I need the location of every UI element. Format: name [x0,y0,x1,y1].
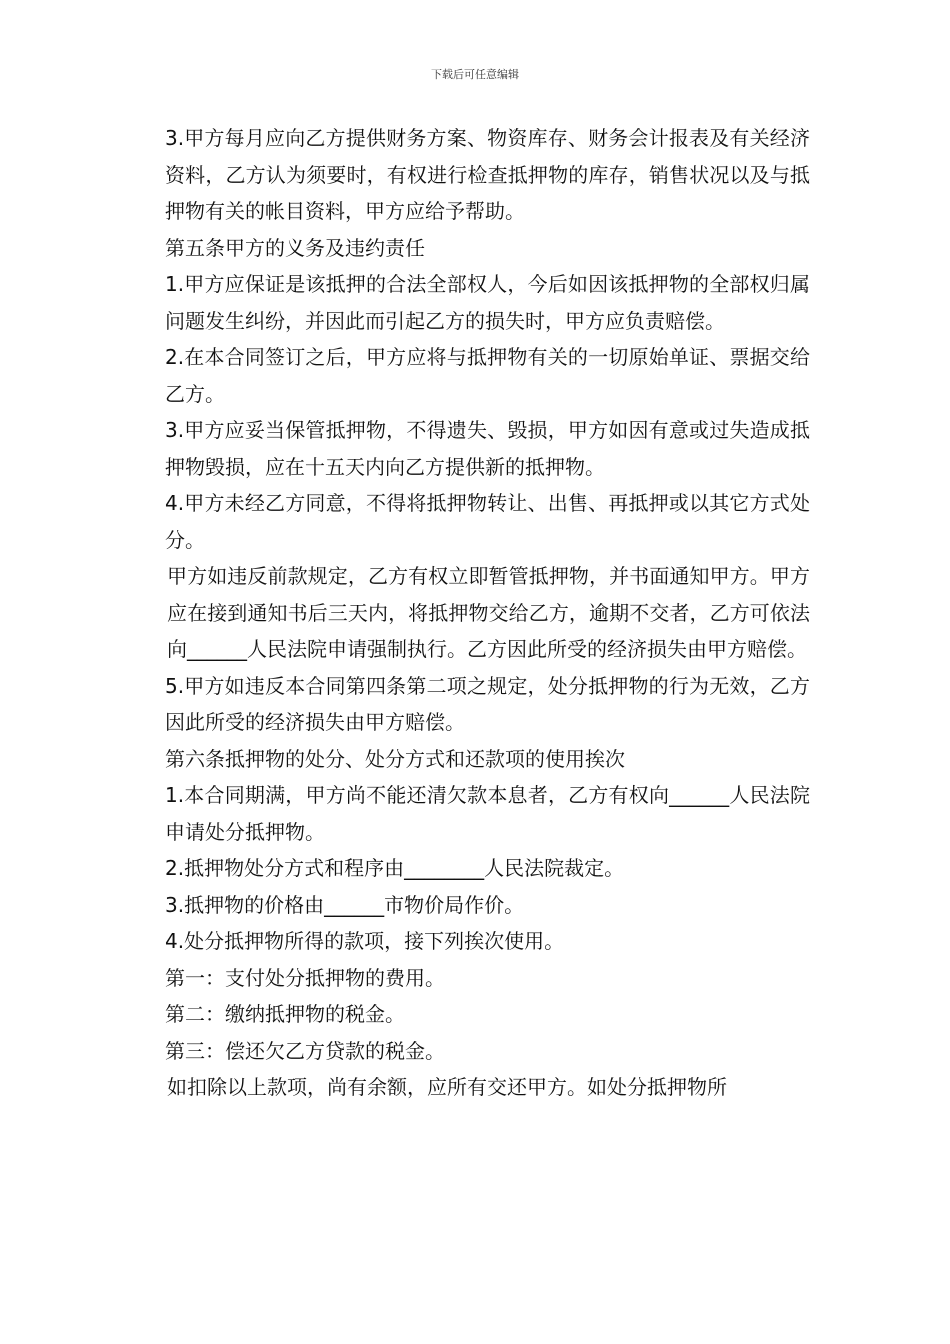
paragraph: 3.抵押物的价格由______市物价局作价。 [165,892,525,917]
paragraph: 5.甲方如违反本合同第四条第二项之规定，处分抵押物的行为无效，乙方因此所受的经济损失由甲方赔偿。 [165,673,810,734]
paragraph: 4.处分抵押物所得的款项，接下列挨次使用。 [165,929,565,953]
paragraph: 甲方如违反前款规定，乙方有权立即暂管抵押物，并书面通知甲方。甲方应在接到通知书后三天内，将抵押物交给乙方，逾期不交者，乙方可依法向______人民法院申请强制执行。乙方因此所受的经济损失由甲方赔偿。 [167,564,810,661]
paragraph: 2.抵押物处分方式和程序由________人民法院裁定。 [165,856,625,880]
paragraph: 第一：支付处分抵押物的费用。 [165,965,445,990]
paragraph: 3.甲方每月应向乙方提供财务方案、物资库存、财务会计报表及有关经济资料，乙方认为须要时，有权进行检查抵押物的库存，销售状况以及与抵押物有关的帐目资料，甲方应给予帮助。 [165,126,810,223]
section-heading: 第六条抵押物的处分、处分方式和还款项的使用挨次 [165,746,625,771]
header-note: 下载后可任意编辑 [431,68,519,81]
paragraph: 2.在本合同签订之后，甲方应将与抵押物有关的一切原始单证、票据交给乙方。 [165,345,810,406]
paragraph: 1.本合同期满，甲方尚不能还清欠款本息者，乙方有权向______人民法院申请处分抵押物。 [165,783,810,844]
section-heading: 第五条甲方的义务及违约责任 [165,235,425,260]
paragraph: 第二：缴纳抵押物的税金。 [165,1002,405,1026]
document-body [145,120,810,1106]
paragraph: 3.甲方应妥当保管抵押物，不得遗失、毁损，甲方如因有意或过失造成抵押物毁损，应在十五天内向乙方提供新的抵押物。 [165,418,810,479]
paragraph: 第三：偿还欠乙方贷款的税金。 [165,1038,445,1063]
paragraph: 4.甲方未经乙方同意，不得将抵押物转让、出售、再抵押或以其它方式处分。 [165,491,810,552]
paragraph: 1.甲方应保证是该抵押的合法全部权人，今后如因该抵押物的全部权归属问题发生纠纷，并因此而引起乙方的损失时，甲方应负责赔偿。 [165,272,810,333]
paragraph: 如扣除以上款项，尚有余额，应所有交还甲方。如处分抵押物所 [167,1075,727,1099]
